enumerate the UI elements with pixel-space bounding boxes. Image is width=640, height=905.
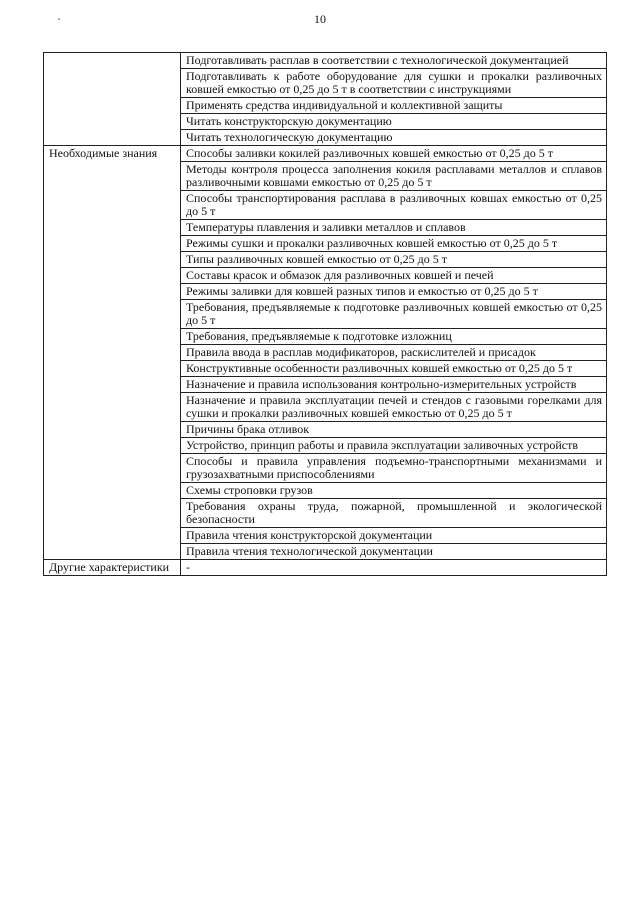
requirement-item: Схемы строповки грузов xyxy=(181,483,607,499)
requirement-item: Типы разливочных ковшей емкостью от 0,25 до 5 т xyxy=(181,252,607,268)
requirement-item: Назначение и правила использования контрольно-измерительных устройств xyxy=(181,377,607,393)
requirement-item: Методы контроля процесса заполнения кокиля расплавами металлов и сплавов разливочными ковшами емкостью от 0,25 до 5 т xyxy=(181,162,607,191)
requirement-item: Читать технологическую документацию xyxy=(181,130,607,146)
requirement-item: Режимы заливки для ковшей разных типов и емкостью от 0,25 до 5 т xyxy=(181,284,607,300)
requirement-item: Способы транспортирования расплава в разливочных ковшах емкостью от 0,25 до 5 т xyxy=(181,191,607,220)
requirement-item: Подготавливать расплав в соответствии с технологической документацией xyxy=(181,53,607,69)
page-number: 10 xyxy=(314,12,326,26)
spec-table xyxy=(43,52,607,576)
section-label: Другие характеристики xyxy=(44,560,181,576)
requirement-item: Правила чтения конструкторской документации xyxy=(181,528,607,544)
requirement-item: Требования охраны труда, пожарной, промышленной и экологической безопасности xyxy=(181,499,607,528)
table-row xyxy=(44,146,607,162)
requirement-item: Причины брака отливок xyxy=(181,422,607,438)
requirement-item: Требования, предъявляемые к подготовке разливочных ковшей емкостью от 0,25 до 5 т xyxy=(181,300,607,329)
scan-speck xyxy=(58,18,60,20)
section-label: Необходимые знания xyxy=(44,146,181,560)
requirement-item: Подготавливать к работе оборудование для сушки и прокалки разливочных ковшей емкостью от 0,25 до 5 т в соответствии с инструкциями xyxy=(181,69,607,98)
requirement-item: Способы и правила управления подъемно-транспортными механизмами и грузозахватными приспособлениями xyxy=(181,454,607,483)
requirement-item: Устройство, принцип работы и правила эксплуатации заливочных устройств xyxy=(181,438,607,454)
table-row xyxy=(44,560,607,576)
requirement-item: Режимы сушки и прокалки разливочных ковшей емкостью от 0,25 до 5 т xyxy=(181,236,607,252)
table-row xyxy=(44,53,607,69)
section-label xyxy=(44,53,181,146)
requirement-item: - xyxy=(181,560,607,576)
requirement-item: Правила ввода в расплав модификаторов, раскислителей и присадок xyxy=(181,345,607,361)
requirement-item: Составы красок и обмазок для разливочных ковшей и печей xyxy=(181,268,607,284)
requirement-item: Температуры плавления и заливки металлов и сплавов xyxy=(181,220,607,236)
spec-table-body xyxy=(44,53,607,576)
requirement-item: Способы заливки кокилей разливочных ковшей емкостью от 0,25 до 5 т xyxy=(181,146,607,162)
requirement-item: Читать конструкторскую документацию xyxy=(181,114,607,130)
requirement-item: Назначение и правила эксплуатации печей и стендов с газовыми горелками для сушки и прокалки разливочных ковшей емкостью от 0,25 до 5 т xyxy=(181,393,607,422)
requirement-item: Требования, предъявляемые к подготовке изложниц xyxy=(181,329,607,345)
requirement-item: Конструктивные особенности разливочных ковшей емкостью от 0,25 до 5 т xyxy=(181,361,607,377)
requirement-item: Правила чтения технологической документации xyxy=(181,544,607,560)
requirement-item: Применять средства индивидуальной и коллективной защиты xyxy=(181,98,607,114)
